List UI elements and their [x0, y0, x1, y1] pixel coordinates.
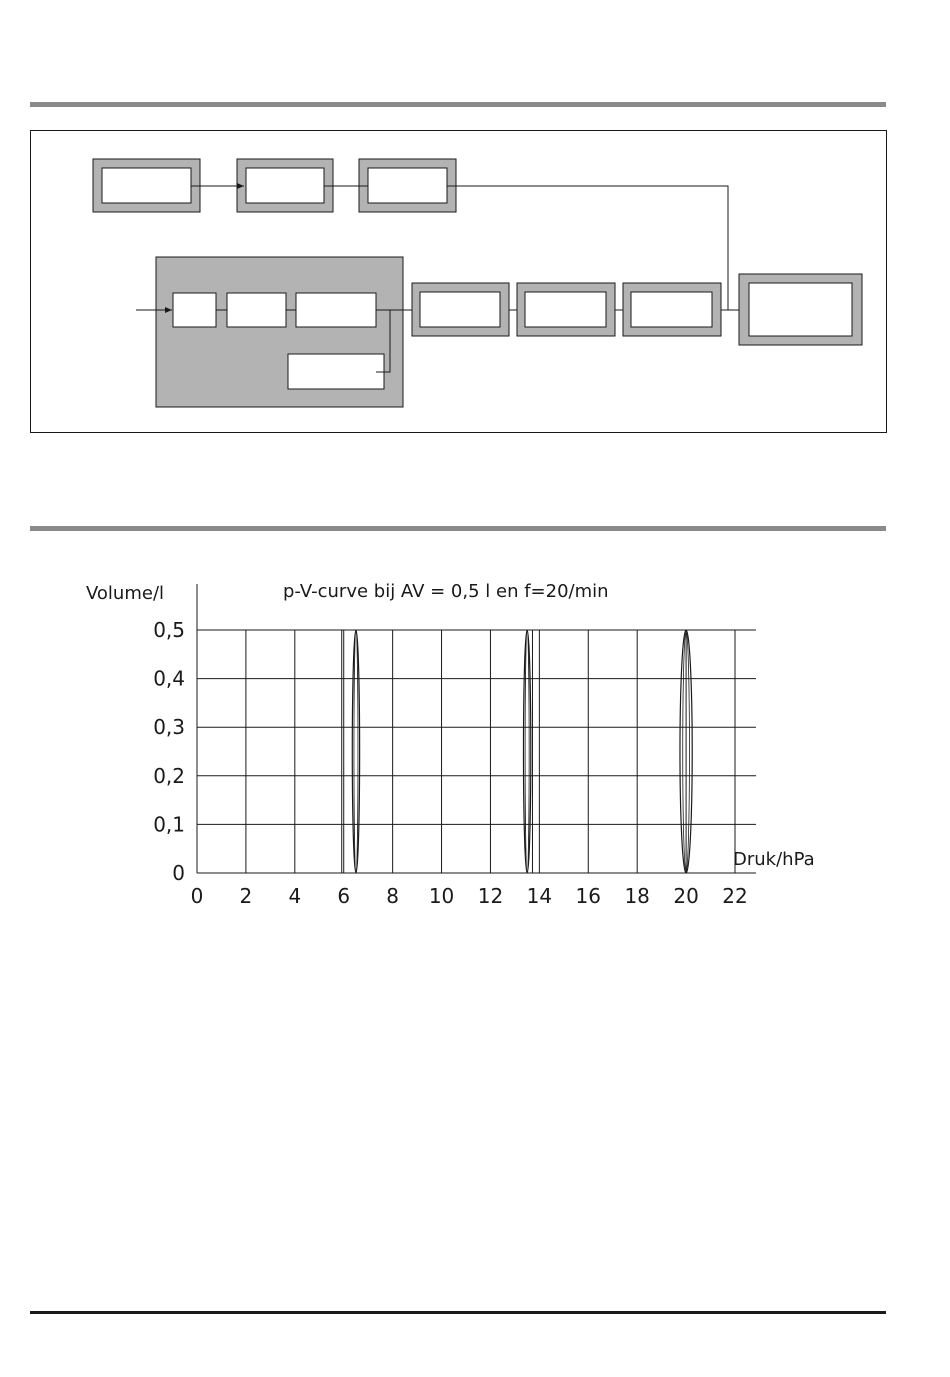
pv-chart: [0, 560, 950, 920]
y-tick-label: 0,3: [153, 715, 185, 740]
block-top-3: [359, 159, 456, 212]
block-top-1: [93, 159, 200, 212]
block-mid-1: [412, 283, 509, 336]
pv-loop-1: [352, 630, 359, 873]
block-output: [739, 274, 862, 345]
block-group: [156, 257, 403, 407]
y-tick-label: 0: [172, 861, 185, 885]
chart-grid: [197, 584, 756, 873]
y-tick-label: 0,2: [153, 763, 185, 788]
chart-ticks: [153, 618, 748, 908]
x-tick-label: 16: [575, 884, 601, 908]
x-tick-label: 12: [477, 884, 504, 908]
top-section-rule: [30, 102, 886, 107]
y-tick-label: 0,1: [153, 812, 185, 837]
chart-section-rule: [30, 526, 886, 531]
x-axis-label: Druk/hPa: [733, 849, 815, 870]
x-tick-label: 22: [722, 884, 748, 908]
footer-rule: [30, 1311, 886, 1314]
x-tick-label: 14: [526, 884, 553, 908]
chart-title: p-V-curve bij AV = 0,5 l en f=20/min: [283, 581, 609, 602]
block-mid-3: [623, 283, 721, 336]
block-diagram-svg: [31, 131, 888, 434]
pv-loop-2: [523, 630, 530, 873]
x-tick-label: 20: [673, 884, 699, 908]
x-tick-label: 0: [190, 884, 204, 908]
x-tick-label: 10: [428, 884, 455, 908]
x-tick-label: 6: [337, 884, 351, 908]
block-mid-2: [517, 283, 615, 336]
x-tick-label: 18: [624, 884, 650, 908]
y-tick-label: 0,4: [153, 666, 185, 691]
x-tick-label: 4: [288, 884, 302, 908]
block-top-2: [237, 159, 333, 212]
pv-loop-inner-1: [354, 631, 358, 873]
chart-loops: [352, 630, 692, 873]
pv-loop-inner-2: [525, 631, 529, 873]
block-diagram: [30, 130, 887, 433]
y-tick-label: 0,5: [153, 618, 185, 642]
y-axis-label: Volume/l: [86, 583, 165, 604]
x-tick-label: 8: [386, 884, 400, 908]
x-tick-label: 2: [239, 884, 253, 908]
